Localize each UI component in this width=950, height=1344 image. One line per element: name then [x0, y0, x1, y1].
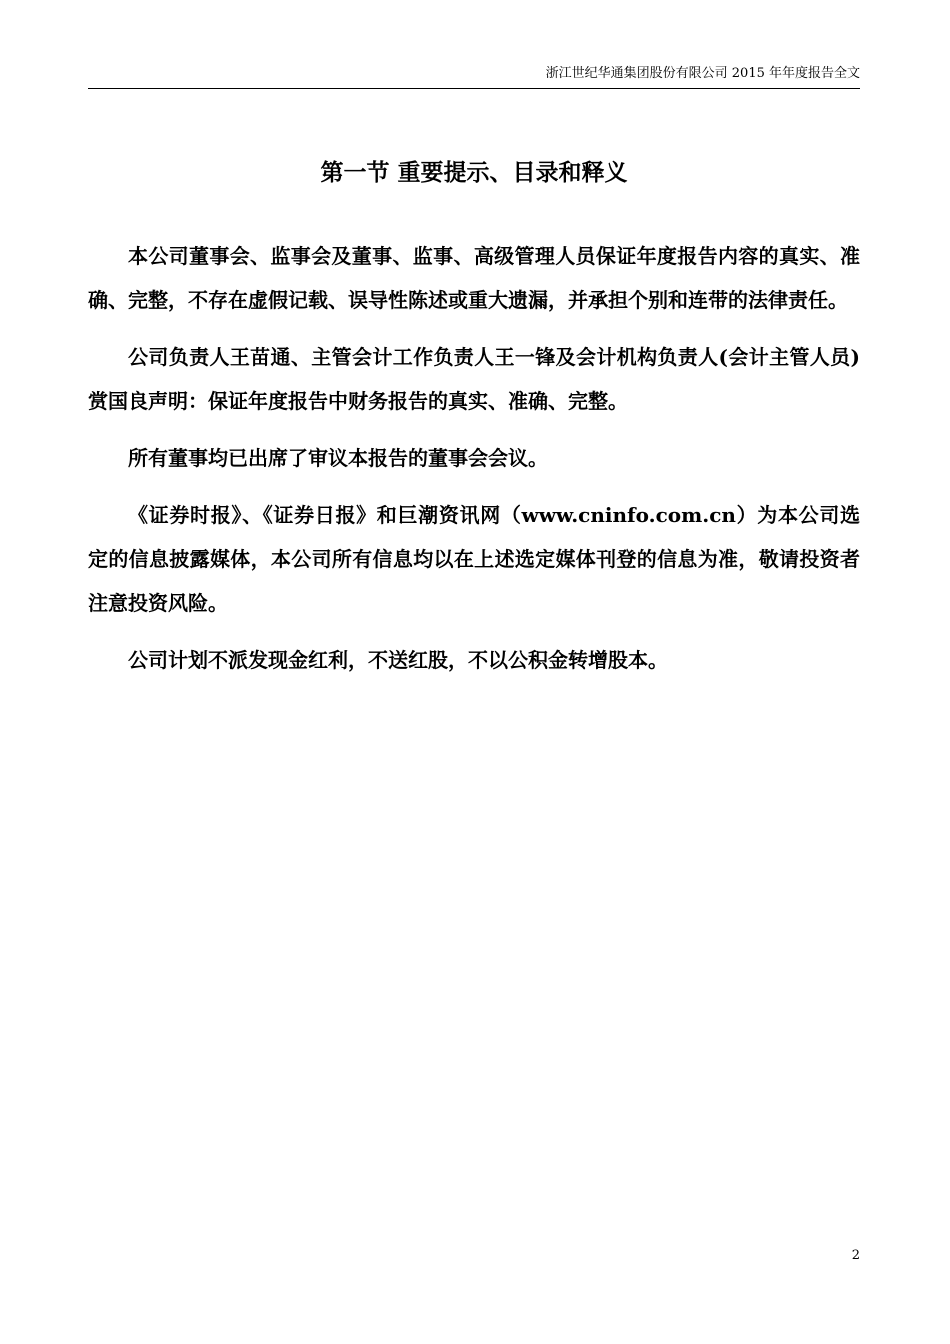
- paragraph-disclosure-media: 《证券时报》、《证券日报》和巨潮资讯网（www.cninfo.com.cn）为本公司选定的信息披露媒体，本公司所有信息均以在上述选定媒体刊登的信息为准，敬请投资者注意投资风险。: [88, 503, 860, 615]
- section-body: [88, 234, 860, 695]
- section-title: 第一节 重要提示、目录和释义: [320, 159, 628, 186]
- page-number: 2: [851, 1248, 860, 1263]
- paragraph-responsibility-statement: 本公司董事会、监事会及董事、监事、高级管理人员保证年度报告内容的真实、准确、完整，不存在虚假记载、误导性陈述或重大遗漏，并承担个别和连带的法律责任。: [88, 244, 860, 312]
- page-header: [88, 62, 860, 89]
- paragraph-officer-declaration: 公司负责人王苗通、主管会计工作负责人王一锋及会计机构负责人(会计主管人员)赏国良声明：保证年度报告中财务报告的真实、准确、完整。: [88, 345, 860, 413]
- paragraph-board-attendance: 所有董事均已出席了审议本报告的董事会会议。: [128, 446, 548, 470]
- header-title: 浙江世纪华通集团股份有限公司 2015 年年度报告全文: [545, 66, 860, 81]
- paragraph-dividend-plan: 公司计划不派发现金红利，不送红股，不以公积金转增股本。: [128, 648, 668, 672]
